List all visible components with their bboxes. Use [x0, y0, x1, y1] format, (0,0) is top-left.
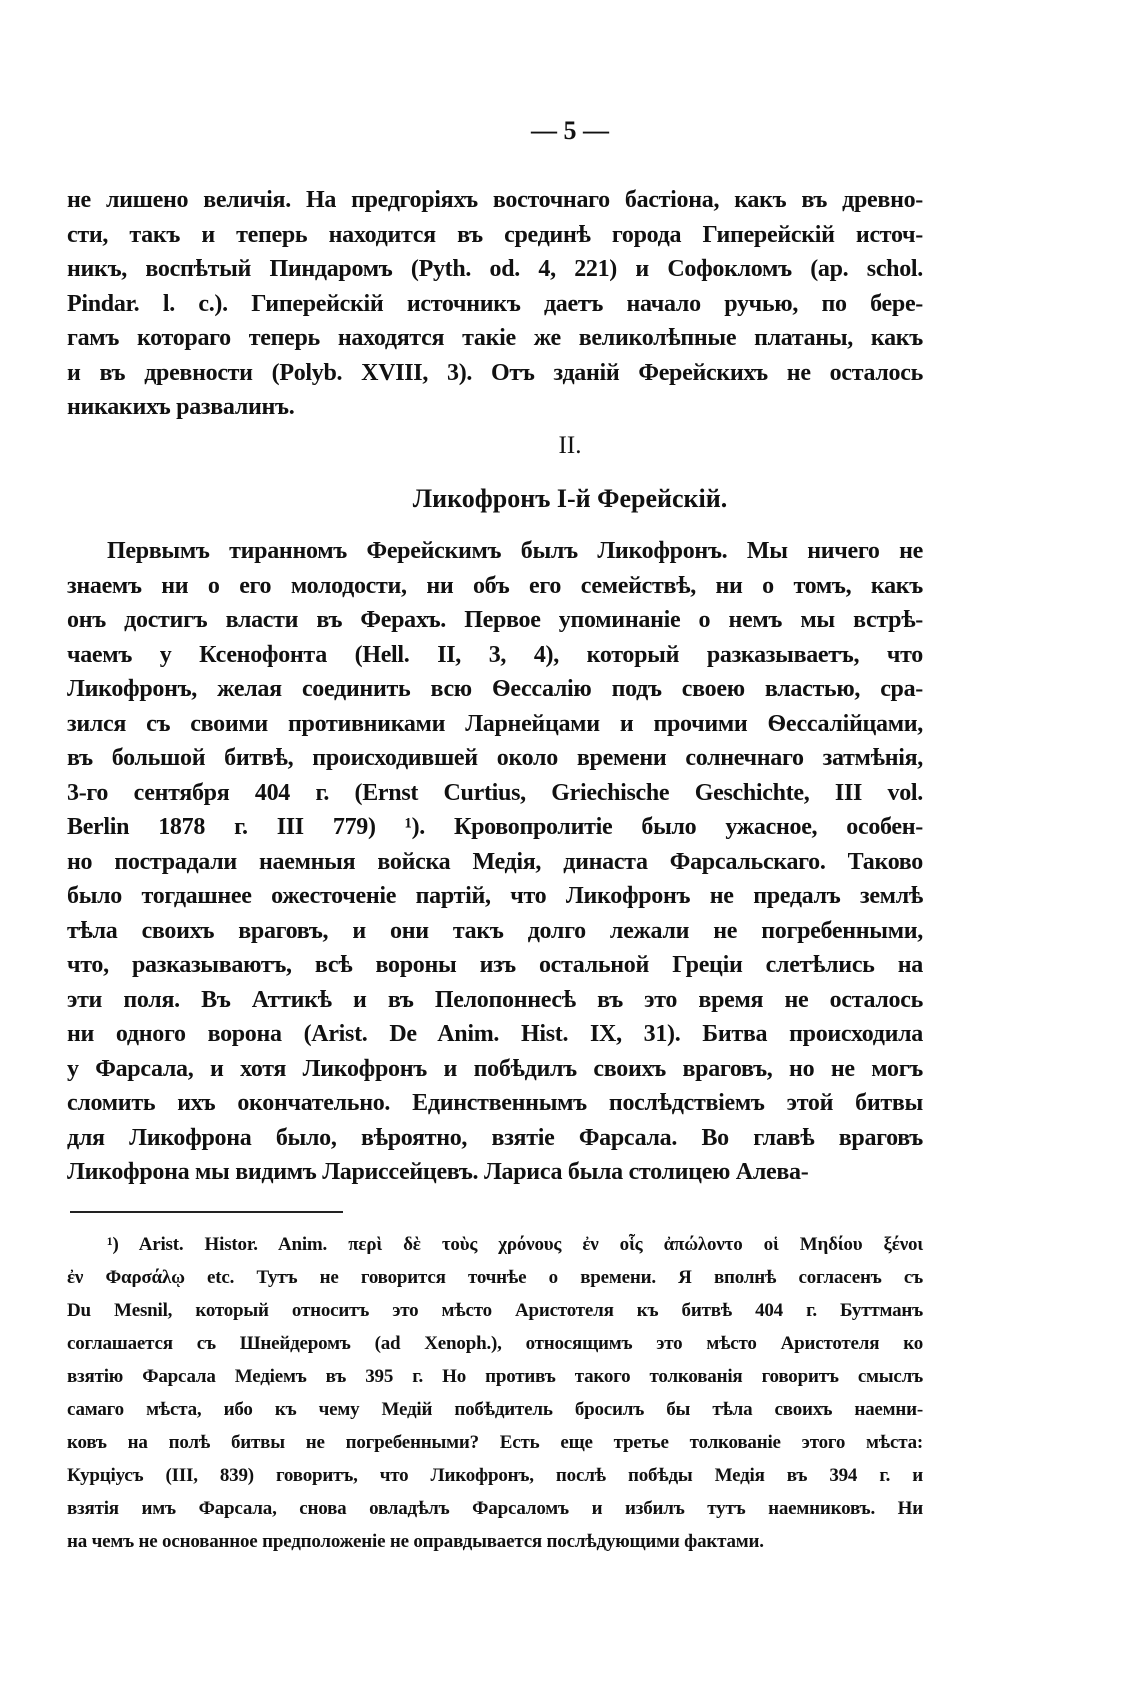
paragraph-2	[67, 534, 923, 1190]
footnote-line: Du Mesnil, который относитъ это мѣсто Аристотеля къ битвѣ 404 г. Буттманъ	[67, 1300, 923, 1321]
paragraph2-line: что, разказываютъ, всѣ вороны изъ остальной Греціи слетѣлись на	[67, 952, 923, 978]
paragraph-1	[67, 183, 923, 425]
paragraph1-line: никакихъ развалинъ.	[67, 394, 295, 420]
paragraph2-line: знаемъ ни о его молодости, ни объ его семействѣ, ни о томъ, какъ	[67, 572, 923, 599]
footnote-divider	[70, 1211, 343, 1213]
paragraph1-line: гамъ котораго теперь находятся такіе же великолѣпные платаны, какъ	[67, 325, 923, 351]
page-number: — 5 —	[531, 116, 609, 145]
paragraph2-line: 3-го сентября 404 г. (Ernst Curtius, Griechische Geschichte, III vol.	[67, 779, 923, 806]
paragraph2-line: сломить ихъ окончательно. Единственнымъ послѣдствіемъ этой битвы	[67, 1090, 923, 1116]
paragraph1-line: не лишено величія. На предгоріяхъ восточнаго бастіона, какъ въ древно-	[67, 187, 923, 213]
paragraph2-line: для Ликофрона было, вѣроятно, взятіе Фарсала. Во главѣ враговъ	[67, 1124, 923, 1151]
footnote-line: ковъ на полѣ битвы не погребенными? Есть еще третье толкованіе этого мѣста:	[67, 1432, 923, 1453]
paragraph2-line: онъ достигъ власти въ Ферахъ. Первое упоминаніе о немъ мы встрѣ-	[67, 607, 923, 633]
paragraph1-line: Pindar. l. c.). Гиперейскій источникъ даетъ начало ручью, по бере-	[67, 290, 923, 317]
paragraph2-line: зился съ своими противниками Ларнейцами и прочими Ѳессалійцами,	[67, 710, 923, 737]
paragraph1-line: никъ, воспѣтый Пиндаромъ (Pyth. od. 4, 221) и Софокломъ (ap. schol.	[67, 256, 923, 282]
footnote-line: на чемъ не основанное предположеніе не оправдывается послѣдующими фактами.	[67, 1531, 764, 1552]
footnote-line: самаго мѣста, ибо къ чему Медій побѣдитель бросилъ бы тѣла своихъ наемни-	[67, 1399, 923, 1420]
paragraph2-line: у Фарсала, и хотя Ликофронъ и побѣдилъ своихъ враговъ, но не могъ	[67, 1055, 923, 1082]
paragraph2-line: но пострадали наемныя войска Медія, династа Фарсальскаго. Таково	[67, 848, 923, 875]
paragraph2-line: Berlin 1878 г. III 779) ¹). Кровопролитіе было ужасное, особен-	[67, 814, 923, 840]
section-number: II.	[558, 432, 582, 459]
section-title: Ликофронъ I-й Ферейскій.	[412, 484, 728, 513]
footnote	[67, 1228, 923, 1558]
paragraph2-line: тѣла своихъ враговъ, и они такъ долго лежали не погребенными,	[67, 917, 923, 944]
paragraph1-line: и въ древности (Polyb. XVIII, 3). Отъ зданій Ферейскихъ не осталось	[67, 359, 923, 386]
footnote-line: соглашается съ Шнейдеромъ (ad Xenoph.), относящимъ это мѣсто Аристотеля ко	[67, 1333, 923, 1354]
footnote-line: ¹) Arist. Histor. Anim. περὶ δὲ τοὺς χρόνους ἐν οἷς ἀπώλοντο οἱ Μηδίου ξένοι	[107, 1234, 923, 1255]
paragraph2-line: было тогдашнее ожесточеніе партій, что Ликофронъ не предалъ землѣ	[67, 883, 923, 909]
footnote-line: ἐν Φαρσάλῳ etc. Тутъ не говорится точнѣе о времени. Я вполнѣ согласенъ съ	[67, 1267, 923, 1288]
footnote-line: взятію Фарсала Медіемъ въ 395 г. Но противъ такого толкованія говоритъ смыслъ	[67, 1366, 923, 1387]
paragraph1-line: сти, такъ и теперь находится въ срединѣ города Гиперейскій источ-	[67, 221, 923, 248]
paragraph2-line: чаемъ у Ксенофонта (Hell. II, 3, 4), который разказываетъ, что	[67, 641, 923, 668]
paragraph2-line: ни одного ворона (Arist. De Anim. Hist. IX, 31). Битва происходила	[67, 1021, 923, 1047]
paragraph2-line: Ликофронъ, желая соединить всю Ѳессалію подъ своею властью, сра-	[67, 676, 923, 702]
paragraph2-line: эти поля. Въ Аттикѣ и въ Пелопоннесѣ въ это время не осталось	[67, 986, 923, 1013]
paragraph2-line: Первымъ тиранномъ Ферейскимъ былъ Ликофронъ. Мы ничего не	[107, 538, 923, 564]
paragraph2-line: въ большой битвѣ, происходившей около времени солнечнаго затмѣнія,	[67, 745, 923, 771]
footnote-line: Курціусъ (III, 839) говоритъ, что Ликофронъ, послѣ побѣды Медія въ 394 г. и	[67, 1465, 923, 1486]
footnote-line: взятія имъ Фарсала, снова овладѣлъ Фарсаломъ и избилъ тутъ наемниковъ. Ни	[67, 1498, 923, 1519]
paragraph2-line: Ликофрона мы видимъ Лариссейцевъ. Лариса была столицею Алева-	[67, 1159, 809, 1185]
